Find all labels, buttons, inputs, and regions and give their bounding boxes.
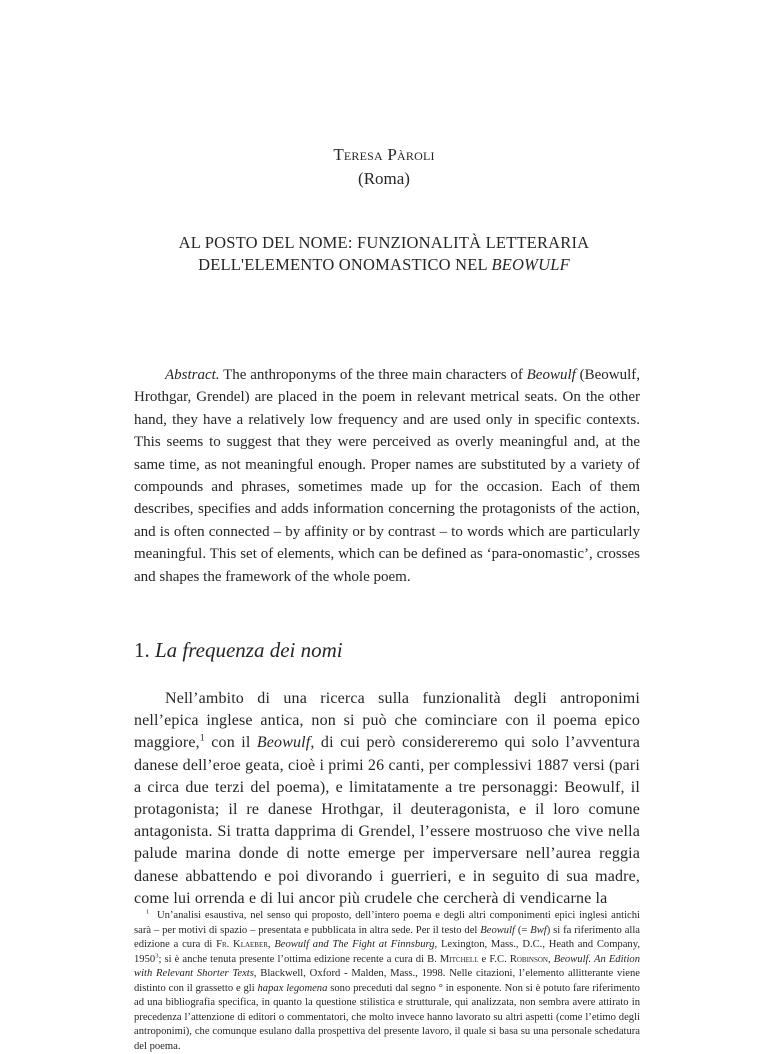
fn-italic-4: Beowulf and The Fight at Finnsburg: [274, 939, 435, 950]
body-text-2: con il: [204, 734, 257, 752]
fn-italic-8: Beowulf. An Edition with Relevant Shorter Texts: [134, 953, 641, 979]
fn-text-9: , Blackwell, Oxford - Malden, Mass., 1998. Nelle citazioni, l’elemento allitterante viene distinto con il grassetto e gli: [134, 968, 640, 994]
fn-author-robinson: Robinson: [509, 953, 548, 965]
fn-author-mitchell: Mitchell: [439, 953, 479, 965]
fn-italic-1: Beowulf: [480, 924, 515, 936]
fn-text-5: , Lexington, Mass., D.C., Heath and Company, 1950: [134, 939, 640, 965]
paper-title: [0, 232, 768, 276]
body-text-3: , di cui però considereremo qui solo l’avventura danese dell’eroe geata, cioè i primi 26 canti, per complessivi 1887 versi (pari a circa due terzi del poema), e limitatamente a tre personaggi: Beowulf, il protagonista; il re danese Hrothgar, il deuteragonista, e il loro comune antagonista. Si tratta dapprima di Grendel, l’essere mostruoso che vive nella palude marina donde di notte emerge per imperversare nell’aurea reggia danese abbattendo e poi divorando i guerrieri, e in seguito di sua madre, come lui orrenda e di lui ancor più crudele che cercherà di vendicarne la: [134, 734, 640, 907]
abstract: [134, 364, 640, 588]
fn-text-6: ; si è anche tenuta presente l’ottima edizione recente a cura di B.: [158, 953, 440, 965]
title-line-2: [0, 254, 768, 276]
author-first-name: Teresa: [333, 145, 383, 164]
author-name: [0, 145, 768, 165]
section-heading: [134, 638, 654, 663]
abstract-label: Abstract.: [165, 367, 220, 383]
fn-text-1: Un’analisi esaustiva, nel senso qui proposto, dell’intero poema e degli altri componimenti epici inglesi antichi sarà – per motivi di spazio – presentata e pubblicata in altra sede. Per il testo del: [134, 910, 640, 936]
body-italic: Beowulf: [256, 734, 311, 752]
section-number: 1.: [134, 638, 150, 662]
fn-italic-2: Bwf: [530, 924, 547, 936]
title-line-1: AL POSTO DEL NOME: FUNZIONALITÀ LETTERARIA: [178, 233, 590, 252]
body-paragraph: [134, 688, 640, 910]
fn-text-2: (=: [515, 924, 531, 936]
fn-italic-9: hapax legomena: [257, 982, 328, 994]
fn-text-4: ,: [267, 939, 275, 950]
abstract-italic-1: Beowulf: [526, 367, 576, 383]
fn-text-10: sono preceduti dal segno ° in esponente. Non si è potuto fare riferimento ad una bibliografia specifica, in quanto la questione stilistica e strutturale, qui analizzata, non sembra avere attirato in precedenza l’attenzione di editori o commentatori, che molto invece hanno lavorato su altri aspetti (come l’etimo degli antroponimi), che comunque esulano dalla prospettiva del presente lavoro, il quale si basa su una personale schedatura del poema.: [134, 982, 640, 1052]
fn-text-8: ,: [548, 953, 554, 965]
fn-text-3: ) si fa riferimento alla edizione a cura di: [134, 924, 641, 950]
author-affiliation: (Roma): [358, 169, 410, 188]
body-text-1: Nell’ambito di una ricerca sulla funzionalità degli antroponimi nell’epica inglese antica, non si può che cominciare con il poema epico maggiore,: [134, 690, 640, 752]
fn-author-klaeber: Fr. Klaeber: [216, 939, 268, 950]
title-line-2-text: DELL'ELEMENTO ONOMASTICO NEL: [198, 255, 492, 274]
fn-edition-sup: 3: [155, 951, 159, 959]
abstract-text-2: (Beowulf, Hrothgar, Grendel) are placed in the poem in relevant metrical seats. On the other hand, they have a relatively low frequency and are used only in specific contexts. This seems to suggest that they were perceived as overly meaningful and, at the same time, as not meaningful enough. Proper names are substituted by a variety of compounds and phrases, sometimes made up for the occasion. Each of them describes, specifies and adds information concerning the protagonists of the action, and is often connected – by affinity or by contrast – to words which are particularly meaningful. This set of elements, which can be defined as ‘para-onomastic’, crosses and shapes the framework of the whole poem.: [134, 367, 641, 585]
fn-text-7: e F.C.: [478, 953, 510, 965]
author-last-name: Pàroli: [387, 145, 435, 164]
abstract-text-1: The anthroponyms of the three main characters of: [219, 367, 527, 383]
footnote-ref: 1: [199, 733, 205, 745]
footnote: [134, 909, 640, 1054]
title-line-2-italic: BEOWULF: [491, 255, 570, 274]
footnote-mark: 1: [146, 908, 150, 916]
section-title: La frequenza dei nomi: [155, 638, 343, 662]
